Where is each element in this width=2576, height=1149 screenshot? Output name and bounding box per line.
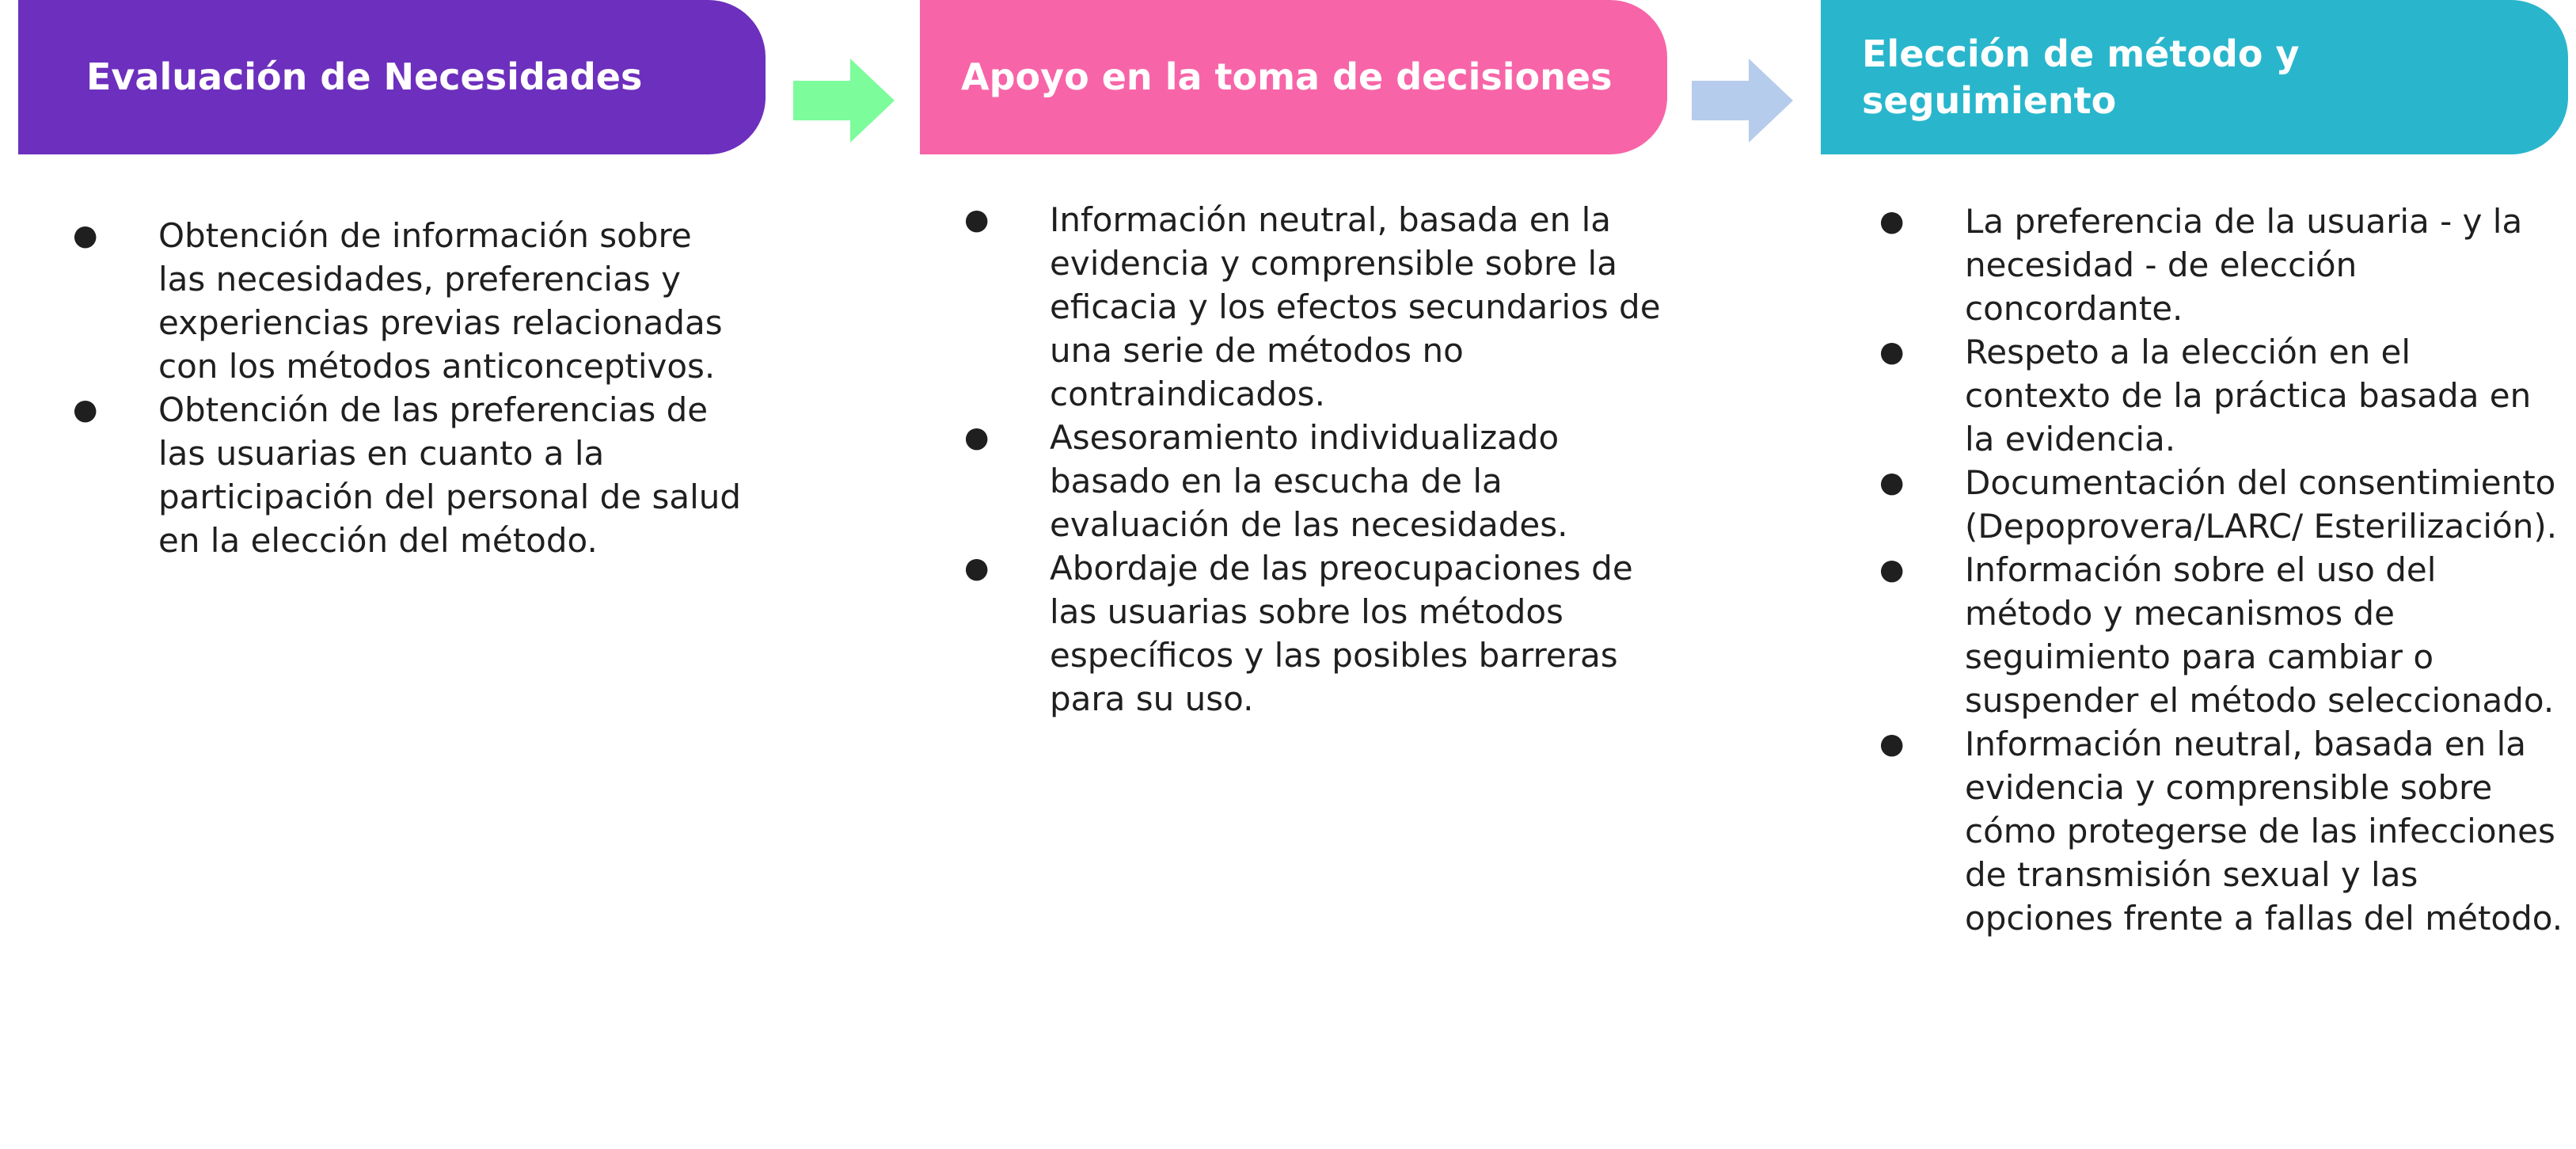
list-item-text: La preferencia de la usuaria - y la necesidad - de elección concordante. [1965,202,2523,328]
list-item-text: Documentación del consentimiento (Depoprovera/LARC/ Esterilización). [1965,463,2558,546]
step-title: Evaluación de Necesidades [86,55,643,98]
list-item [1879,722,2567,940]
step-header-method-choice [1821,0,2568,154]
step-title: Elección de método y seguimiento [1862,32,2300,122]
bullet-icon: ● [73,219,98,252]
list-item [964,546,1667,721]
step-header-needs-assessment [18,0,766,154]
list-item [73,388,744,562]
bullet-icon: ● [1879,336,1905,368]
bullet-icon: ● [1879,728,1905,760]
decision-support-list [964,198,1667,721]
bullet-icon: ● [1879,205,1905,238]
method-choice-list [1879,200,2567,940]
arrow-shape [793,59,895,143]
list-item [964,416,1667,546]
bullet-icon: ● [1879,554,1905,586]
list-item [1879,548,2567,722]
step-title: Apoyo en la toma de decisiones [961,55,1613,98]
needs-assessment-list [73,214,744,562]
list-item-text: Obtención de las preferencias de las usuarias en cuanto a la participación del personal de salud en la elección del método. [158,390,742,560]
list-item-text: Información neutral, basada en la evidencia y comprensible sobre cómo protegerse de las infecciones de transmisión sexual y las opciones frente a fallas del método. [1965,725,2563,938]
bullet-icon: ● [964,421,990,454]
list-item [1879,200,2567,330]
list-item [964,198,1667,416]
list-item-text: Información neutral, basada en la evidencia y comprensible sobre la eficacia y los efectos secundarios de una serie de métodos no contraindicados. [1050,200,1661,413]
list-item [73,214,744,388]
list-item [1879,461,2567,548]
bullet-icon: ● [964,204,990,236]
arrow-right-icon [1692,59,1793,143]
list-item-text: Respeto a la elección en el contexto de la práctica basada en la evidencia. [1965,333,2532,458]
list-item-text: Abordaje de las preocupaciones de las usuarias sobre los métodos específicos y las posibles barreras para su uso. [1050,549,1633,718]
arrow-shape [1692,59,1793,143]
list-item-text: Obtención de información sobre las necesidades, preferencias y experiencias previas relacionadas con los métodos anticonceptivos. [158,216,723,386]
list-item-text: Información sobre el uso del método y mecanismos de seguimiento para cambiar o suspender el método seleccionado. [1965,550,2555,720]
list-item-text: Asesoramiento individualizado basado en la escucha de la evaluación de las necesidades. [1050,418,1568,544]
bullet-icon: ● [73,394,98,426]
list-item [1879,330,2567,461]
step-header-decision-support [920,0,1667,154]
bullet-icon: ● [964,552,990,584]
bullet-icon: ● [1879,466,1905,499]
arrow-right-icon [793,59,895,143]
